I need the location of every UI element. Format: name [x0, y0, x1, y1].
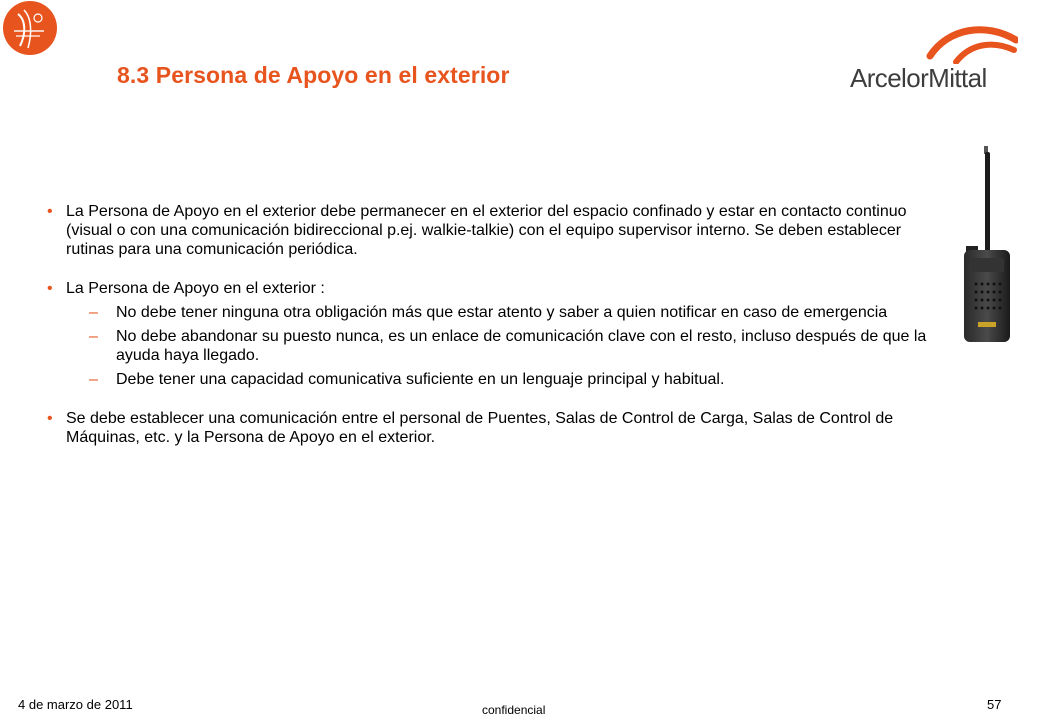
- bullet-item: [47, 409, 947, 447]
- sub-item-text: Debe tener una capacidad comunicativa suficiente en un lenguaje principal y habitual.: [116, 371, 725, 388]
- page-number: 57: [987, 697, 1002, 712]
- logo-arcs-icon: [926, 20, 1018, 64]
- sub-dash: –: [89, 328, 98, 345]
- footer-date: 4 de marzo de 2011: [18, 697, 133, 712]
- bullet-item: [47, 202, 947, 259]
- walkie-talkie-image: [950, 146, 1020, 344]
- bullet-text: La Persona de Apoyo en el exterior :: [66, 280, 325, 297]
- page-title: 8.3 Persona de Apoyo en el exterior: [117, 62, 510, 88]
- sub-item-text: No debe tener ninguna otra obligación más que estar atento y saber a quien notificar en caso de emergencia: [116, 304, 888, 321]
- sub-dash: –: [89, 304, 98, 321]
- sub-dash: –: [89, 371, 98, 388]
- slide-body: [47, 202, 947, 447]
- bullet-text: Se debe establecer una comunicación entre el personal de Puentes, Salas de Control de Carga, Salas de Control de Máquinas, etc. y la Persona de Apoyo en el exterior.: [66, 410, 894, 446]
- bullet-item: [47, 279, 947, 298]
- footer-confidential: confidencial: [482, 703, 546, 717]
- sub-item: [47, 327, 947, 365]
- bullet-dot: •: [47, 280, 53, 297]
- bullet-dot: •: [47, 410, 53, 427]
- badge-logo: [2, 0, 58, 58]
- brand-name: ArcelorMittal: [850, 63, 987, 93]
- bullet-text: La Persona de Apoyo en el exterior debe permanecer en el exterior del espacio confinado y estar en contacto continuo (visual o con una comunicación bidireccional p.ej. walkie-talkie) con el equipo supervisor interno. Se deben establecer rutinas para una comunicación periódica.: [66, 203, 907, 258]
- sub-item-text: No debe abandonar su puesto nunca, es un enlace de comunicación clave con el resto, incluso después de que la ayuda haya llegado.: [116, 328, 927, 364]
- arcelormittal-logo: [848, 20, 1020, 96]
- sub-item: [47, 370, 947, 389]
- sub-item: [47, 303, 947, 322]
- bullet-dot: •: [47, 203, 53, 220]
